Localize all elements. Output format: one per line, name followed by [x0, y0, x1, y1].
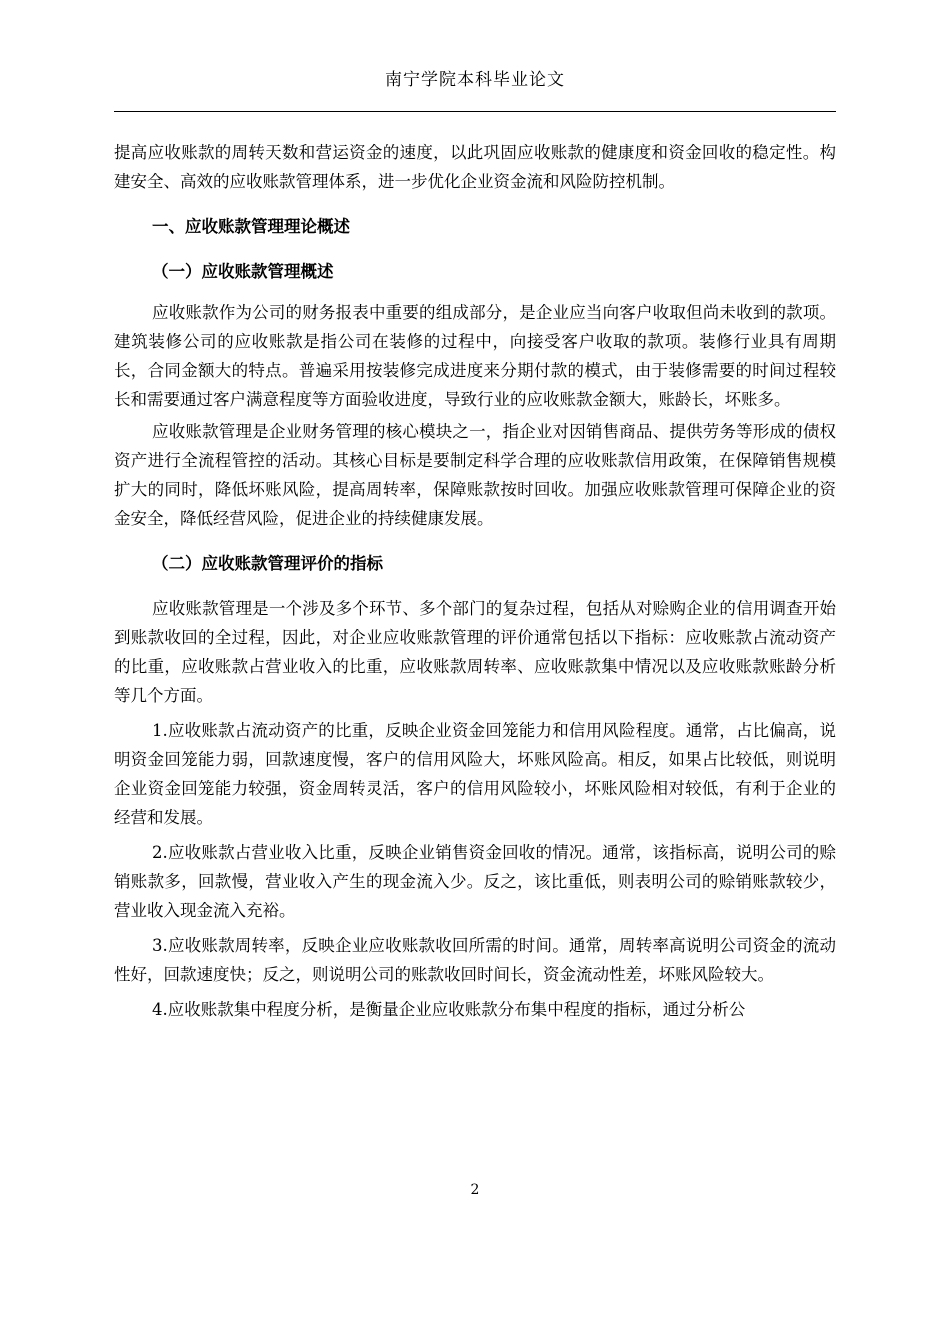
body-text: [114, 138, 836, 1024]
running-header-title: 南宁学院本科毕业论文: [385, 70, 565, 90]
indicator-3-paragraph: 3.应收账款周转率，反映企业应收账款收回所需的时间。通常，周转率高说明公司资金的流动性好，回款速度快；反之，则说明公司的账款收回时间长，资金流动性差，坏账风险较大。: [114, 936, 836, 984]
indicator-4-paragraph: 4.应收账款集中程度分析，是衡量企业应收账款分布集中程度的指标，通过分析公: [152, 1000, 746, 1019]
subsection-1-paragraph-1: 应收账款作为公司的财务报表中重要的组成部分，是企业应当向客户收取但尚未收到的款项。建筑装修公司的应收账款是指公司在装修的过程中，向接受客户收取的款项。装修行业具有周期长，合同金额大的特点。普遍采用按装修完成进度来分期付款的模式，由于装修需要的时间过程较长和需要通过客户满意程度等方面验收进度，导致行业的应收账款金额大，账龄长，坏账多。: [114, 303, 836, 409]
page-number: 2: [470, 1182, 480, 1198]
indicator-2-paragraph: 2.应收账款占营业收入比重，反映企业销售资金回收的情况。通常，该指标高，说明公司的赊销账款多，回款慢，营业收入产生的现金流入少。反之，该比重低，则表明公司的赊销账款较少，营业收入现金流入充裕。: [114, 843, 836, 920]
header-divider: [114, 111, 836, 112]
subsection-2-heading: （二）应收账款管理评价的指标: [152, 554, 383, 573]
subsection-2-paragraph-1: 应收账款管理是一个涉及多个环节、多个部门的复杂过程，包括从对赊购企业的信用调查开始到账款收回的全过程，因此，对企业应收账款管理的评价通常包括以下指标：应收账款占流动资产的比重，应收账款占营业收入的比重，应收账款周转率、应收账款集中情况以及应收账款账龄分析等几个方面。: [114, 599, 836, 705]
indicator-1-paragraph: 1.应收账款占流动资产的比重，反映企业资金回笼能力和信用风险程度。通常，占比偏高，说明资金回笼能力弱，回款速度慢，客户的信用风险大，坏账风险高。相反，如果占比较低，则说明企业资金回笼能力较强，资金周转灵活，客户的信用风险较小，坏账风险相对较低，有利于企业的经营和发展。: [114, 721, 836, 827]
section-1-heading: 一、应收账款管理理论概述: [152, 217, 350, 236]
subsection-1-heading: （一）应收账款管理概述: [152, 262, 334, 281]
intro-continuation-paragraph: 提高应收账款的周转天数和营运资金的速度，以此巩固应收账款的健康度和资金回收的稳定性。构建安全、高效的应收账款管理体系，进一步优化企业资金流和风险防控机制。: [114, 143, 836, 191]
subsection-1-paragraph-2: 应收账款管理是企业财务管理的核心模块之一，指企业对因销售商品、提供劳务等形成的债权资产进行全流程管控的活动。其核心目标是要制定科学合理的应收账款信用政策，在保障销售规模扩大的同时，降低坏账风险，提高周转率，保障账款按时回收。加强应收账款管理可保障企业的资金安全，降低经营风险，促进企业的持续健康发展。: [114, 422, 836, 528]
